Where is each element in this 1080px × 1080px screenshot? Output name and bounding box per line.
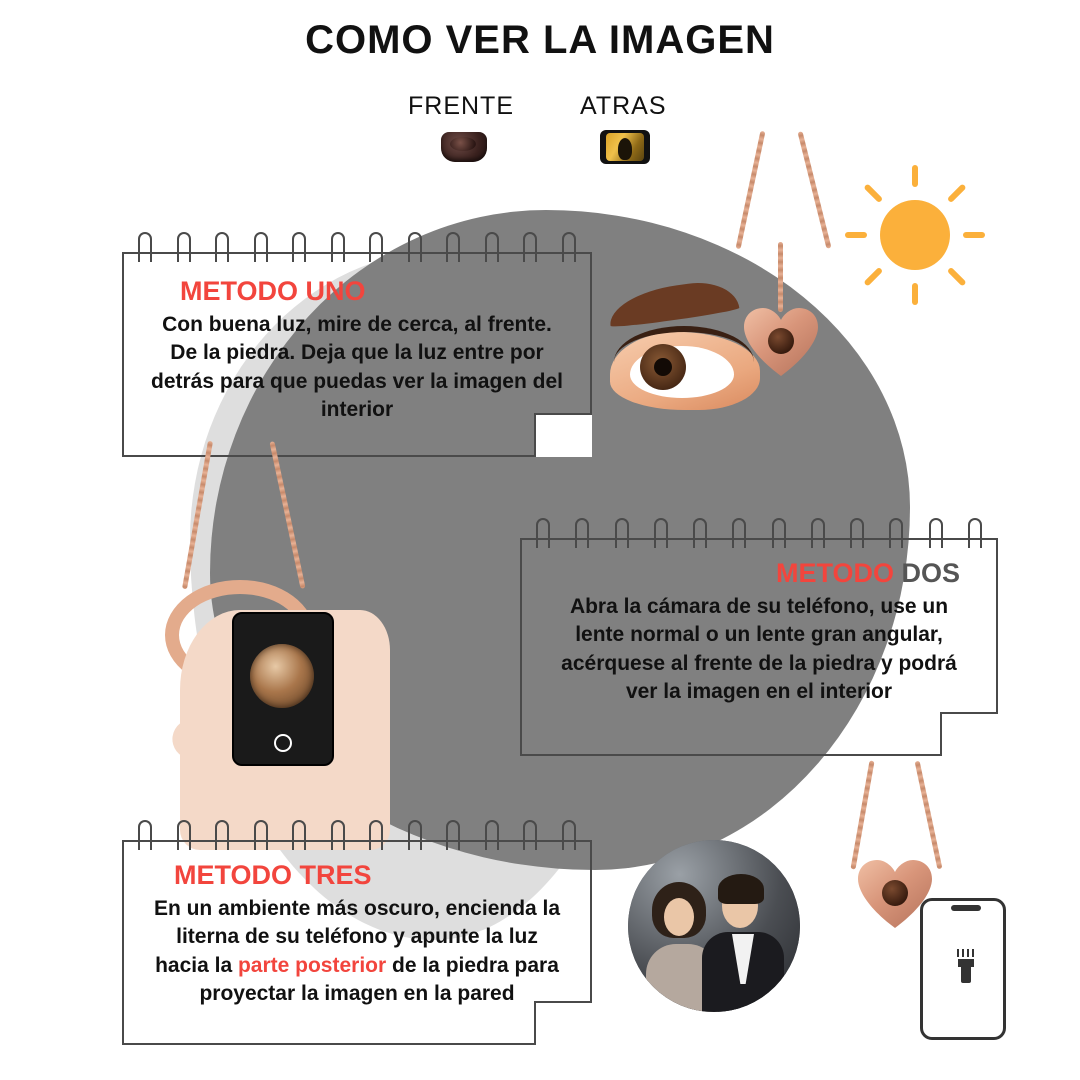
method-two-title-accent: DOS xyxy=(901,558,960,588)
spiral-binding xyxy=(138,232,576,258)
label-frente: FRENTE xyxy=(408,92,514,120)
spiral-binding xyxy=(138,820,576,846)
page-fold-corner xyxy=(534,413,592,457)
page-title: COMO VER LA IMAGEN xyxy=(305,18,775,62)
flashlight-icon xyxy=(955,949,977,983)
method-three-title: METODO TRES xyxy=(174,860,372,890)
couple-photo-icon xyxy=(628,840,800,1012)
method-one-card xyxy=(122,252,592,457)
method-three-card xyxy=(122,840,592,1045)
method-two-title xyxy=(546,558,960,589)
phone-camera-icon xyxy=(232,612,334,766)
method-two-title-main: METODO xyxy=(775,558,894,588)
spiral-binding xyxy=(536,518,982,544)
method-three-body xyxy=(148,895,566,1008)
pendant-back-thumbnail-icon xyxy=(600,130,650,164)
page-fold-corner xyxy=(534,1001,592,1045)
method-two-body: Abra la cámara de su teléfono, use un lente normal o un lente gran angular, acérquese al frente de la piedra y podrá ver la imagen en el interior xyxy=(561,595,957,704)
method-three-body-highlight: parte posterior xyxy=(237,953,387,977)
method-three-body-part2: de la piedra para proyectar la imagen en la pared xyxy=(199,953,559,1006)
flashlight-phone-icon xyxy=(920,898,1006,1040)
pendant-front-thumbnail-icon xyxy=(441,132,487,162)
method-three-body-part1: En un ambiente más oscuro, encienda la literna de su teléfono y apunte la luz hacia la xyxy=(153,897,561,977)
page-fold-corner xyxy=(940,712,998,756)
method-one-body: Con buena luz, mire de cerca, al frente. De la piedra. Deja que la luz entre por detrás para que puedas ver la imagen del interior xyxy=(151,313,563,422)
method-one-title: METODO UNO xyxy=(180,276,366,306)
method-two-card xyxy=(520,538,998,756)
label-atras: ATRAS xyxy=(580,92,667,120)
necklace-icon xyxy=(700,130,870,400)
